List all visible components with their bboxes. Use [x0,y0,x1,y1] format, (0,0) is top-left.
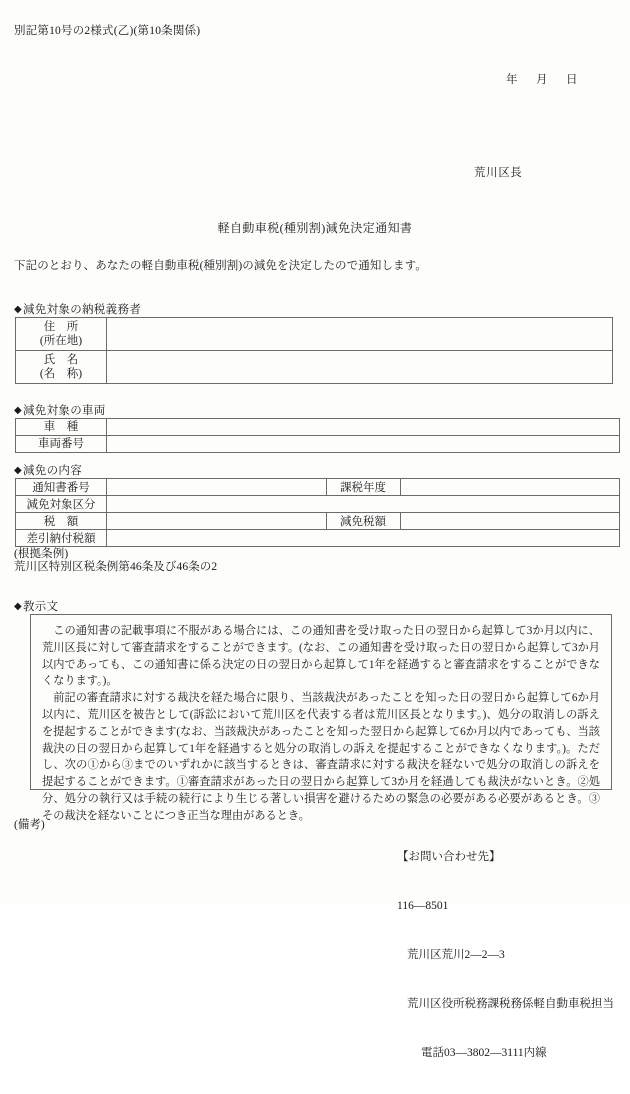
reduction-content-table [15,478,620,547]
tax-amount-value[interactable] [107,513,327,530]
taxpayer-address-value[interactable] [107,318,613,351]
contact-address: 荒川区荒川2—2—3 [407,948,505,961]
statute-label: (根拠条例) [14,548,69,560]
reduced-tax-amount-value[interactable] [400,513,620,530]
form-code-label: 別記第10号の2様式(乙)(第10条関係) [14,25,201,37]
table-row [16,479,620,496]
remarks-label: (備考) [14,819,45,831]
notice-number-value[interactable] [107,479,327,496]
contact-title: 【お問い合わせ先】 [397,850,501,863]
issuer-name: 荒川区長 [474,167,523,179]
intro-text: 下記のとおり、あなたの軽自動車税(種別割)の減免を決定したので通知します。 [14,260,427,272]
taxpayer-name-label [16,351,107,384]
taxpayer-address-label-line2: (所在地) [39,335,83,347]
reduction-category-label: 減免対象区分 [16,496,107,513]
diamond-bullet-icon: ◆ [14,304,22,315]
table-row [16,419,620,436]
vehicle-type-label: 車 種 [16,419,107,436]
section-heading-notice [14,598,58,614]
notice-body [31,615,611,825]
table-row [16,351,613,384]
diamond-bullet-icon: ◆ [14,405,22,416]
taxpayer-name-label-line1: 氏 名 [43,353,79,366]
notice-paragraph-1: この通知書の記載事項に不服がある場合には、この通知書を受け取った日の翌日から起算して3か月以内に、荒川区長に対して審査請求をすることができます。(なお、この通知書を受け取った日の翌日から起算して3か月以内であっても、この通知書に係る決定の日の翌日から起算して1年を経過すると審査請求をすることができなくなります。)。 [42,625,600,688]
diamond-bullet-icon: ◆ [14,601,22,612]
contact-block [397,816,614,1094]
section-heading-vehicle [14,402,106,418]
notice-number-label: 通知書番号 [16,479,107,496]
contact-postal-code: 116—8501 [397,899,449,912]
table-row [16,436,620,453]
table-row [16,530,620,547]
taxpayer-address-label-line1: 住 所 [43,320,79,333]
notice-box [30,614,612,822]
table-row [16,513,620,530]
contact-department: 荒川区役所税務課税務係軽自動車税担当 [407,997,614,1010]
section-heading-taxpayer [14,301,141,317]
section-heading-vehicle-label: 減免対象の車両 [23,405,106,417]
tax-year-value[interactable] [400,479,620,496]
notice-paragraph-2: 前記の審査請求に対する裁決を経た場合に限り、当該裁決があったことを知った日の翌日から起算して6か月以内に、荒川区を被告として(訴訟において荒川区を代表する者は荒川区長となります。)、処分の取消しの訴えを提起することができます(なお、当該裁決があったことを知った翌日から起算して6か月以内であっても、当該裁決の日の翌日から起算して1年を経過すると処分の取消しの訴えを提起することができなくなります。)。ただし、次の①から③までのいずれかに該当するときは、審査請求に対する裁決を経ないで処分の取消しの訴えを提起することができます。①審査請求があった日の翌日から起算して3か月を経過しても裁決がないとき。②処分、処分の執行又は手続の続行により生じる著しい損害を避けるための緊急の必要がある必要があるとき。③その裁決を経ないことにつき正当な理由があるとき。 [42,692,600,822]
tax-amount-label: 税 額 [16,513,107,530]
section-heading-content [14,462,82,478]
date-line: 年 月 日 [506,74,581,86]
section-heading-notice-label: 教示文 [23,601,59,613]
taxpayer-name-label-line2: (名 称) [39,368,83,380]
net-payable-value[interactable] [107,530,620,547]
table-row [16,318,613,351]
vehicle-number-label: 車両番号 [16,436,107,453]
table-row [16,496,620,513]
net-payable-label: 差引納付税額 [16,530,107,547]
statute-text: 荒川区特別区税条例第46条及び46条の2 [14,561,218,573]
page-title: 軽自動車税(種別割)減免決定通知書 [217,221,413,235]
taxpayer-name-value[interactable] [107,351,613,384]
reduction-category-value[interactable] [107,496,620,513]
tax-year-label: 課税年度 [326,479,400,496]
diamond-bullet-icon: ◆ [14,465,22,476]
reduced-tax-amount-label: 減免税額 [326,513,400,530]
section-heading-content-label: 減免の内容 [23,465,82,477]
taxpayer-table [15,317,613,384]
taxpayer-address-label [16,318,107,351]
section-heading-taxpayer-label: 減免対象の納税義務者 [23,304,141,316]
vehicle-number-value[interactable] [107,436,620,453]
vehicle-type-value[interactable] [107,419,620,436]
contact-phone: 電話03—3802—3111内線 [421,1046,547,1059]
vehicle-table [15,418,620,453]
